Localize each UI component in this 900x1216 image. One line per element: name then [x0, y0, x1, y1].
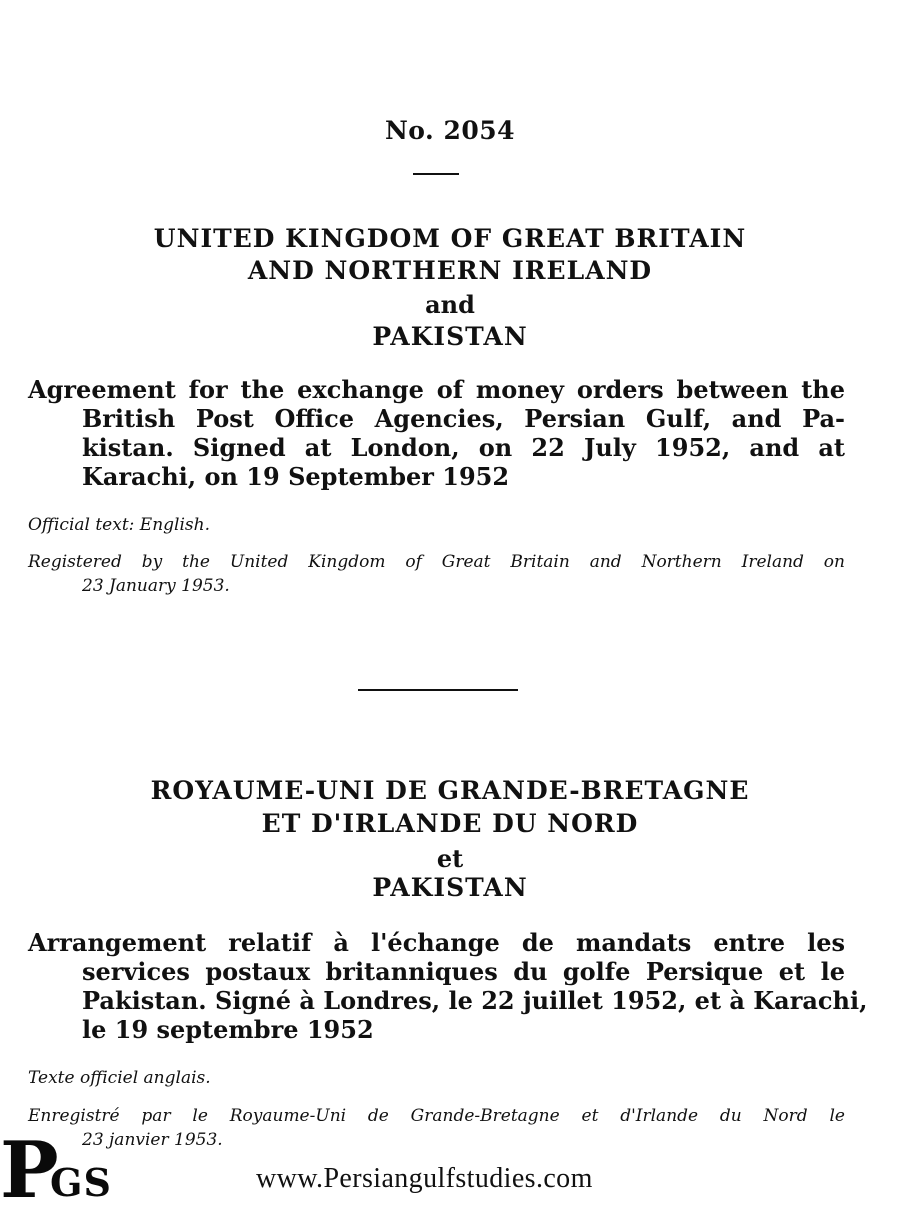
agreement-title-en	[28, 375, 845, 491]
party-1-line-2-fr: ET D'IRLANDE DU NORD	[261, 809, 639, 838]
registration-note-en	[28, 550, 845, 598]
agreement-title-fr	[28, 928, 868, 1044]
registration-line: 23 janvier 1953.	[82, 1130, 223, 1150]
website-url: www.Persiangulfstudies.com	[256, 1163, 593, 1194]
title-line: le 19 septembre 1952	[82, 1015, 374, 1044]
registration-line: Registered by the United Kingdom of Great Britain and Northern Ireland on	[28, 552, 845, 572]
title-line: Pakistan. Signé à Londres, le 22 juillet 1952, et à Karachi,	[82, 986, 868, 1015]
section-divider	[358, 689, 518, 691]
party-1-line-1-en: UNITED KINGDOM OF GREAT BRITAIN	[153, 224, 747, 253]
title-line: Agreement for the exchange of money orders between the	[28, 375, 845, 404]
title-line: services postaux britanniques du golfe Persique et le	[82, 957, 845, 986]
party-1-line-2-en: AND NORTHERN IRELAND	[247, 256, 653, 285]
party-2-en: PAKISTAN	[372, 322, 528, 351]
official-text-fr: Texte officiel anglais.	[28, 1068, 211, 1088]
party-2-fr: PAKISTAN	[372, 873, 528, 902]
party-1-line-1-fr: ROYAUME-UNI DE GRANDE-BRETAGNE	[150, 776, 750, 805]
title-line: Karachi, on 19 September 1952	[82, 462, 510, 491]
registration-note-fr	[28, 1104, 845, 1152]
logo-letters-gs: GS	[50, 1160, 112, 1205]
registration-line: Enregistré par le Royaume-Uni de Grande-Bretagne et d'Irlande du Nord le	[28, 1106, 845, 1126]
conjunction-en: and	[425, 290, 475, 319]
logo-letter-p: P	[0, 1125, 59, 1216]
registration-line: 23 January 1953.	[82, 576, 230, 596]
conjunction-fr: et	[436, 844, 464, 873]
treaty-number: No. 2054	[384, 116, 516, 145]
title-line: Arrangement relatif à l'échange de mandats entre les	[28, 928, 845, 957]
title-line: British Post Office Agencies, Persian Gulf, and Pa-	[82, 404, 845, 433]
official-text-en: Official text: English.	[28, 515, 210, 535]
divider-short	[413, 173, 459, 175]
title-line: kistan. Signed at London, on 22 July 1952, and at	[82, 433, 845, 462]
pgs-logo	[0, 1125, 130, 1216]
